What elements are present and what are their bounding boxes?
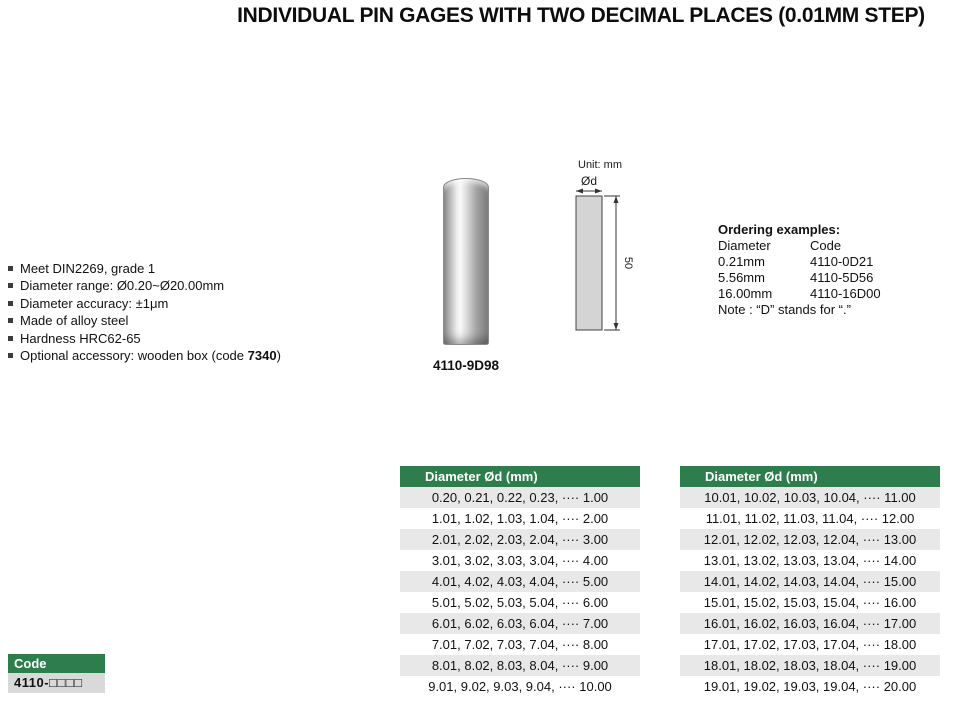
product-code: 4110-9D98 (432, 358, 500, 373)
ordering-diameter: 16.00mm (718, 286, 773, 301)
diameter-table-1 (400, 466, 640, 697)
feature-list (8, 260, 348, 364)
height-dimension-label: 50 (622, 256, 634, 270)
ordering-note: Note : “D” stands for “.” (718, 302, 851, 317)
table-row: 7.01, 7.02, 7.03, 7.04, ···· 8.00 (400, 634, 640, 655)
feature-item (8, 277, 348, 294)
bullet-icon (8, 336, 13, 341)
bullet-icon (8, 353, 13, 358)
code-box-value: 4110-□□□□ (8, 673, 105, 693)
feature-accessory-code: 7340 (247, 348, 277, 364)
table-row: 10.01, 10.02, 10.03, 10.04, ···· 11.00 (680, 487, 940, 508)
code-box (8, 654, 105, 693)
feature-text-suffix: ) (276, 348, 281, 364)
pin-gage-image (443, 178, 489, 345)
ordering-code: 4110-5D56 (810, 270, 874, 285)
ordering-col-diameter: Diameter (718, 238, 771, 253)
table-row: 16.01, 16.02, 16.03, 16.04, ···· 17.00 (680, 613, 940, 634)
table-row: 3.01, 3.02, 3.03, 3.04, ···· 4.00 (400, 550, 640, 571)
bullet-icon (8, 266, 13, 271)
table-row: 15.01, 15.02, 15.03, 15.04, ···· 16.00 (680, 592, 940, 613)
page-title: INDIVIDUAL PIN GAGES WITH TWO DECIMAL PLACES (0.01MM STEP) (237, 4, 925, 27)
table-header: Diameter Ød (mm) (400, 466, 640, 487)
arrow-left-icon (576, 189, 583, 194)
code-box-header: Code (8, 654, 105, 673)
pin-drawing-rect (576, 196, 602, 330)
table-row: 8.01, 8.02, 8.03, 8.04, ···· 9.00 (400, 655, 640, 676)
arrow-up-icon (614, 196, 619, 203)
table-header: Diameter Ød (mm) (680, 466, 940, 487)
bullet-icon (8, 318, 13, 323)
feature-text (20, 347, 281, 364)
diameter-dimension-label: Ød (581, 174, 598, 188)
unit-label: Unit: mm (578, 159, 622, 171)
feature-item (8, 330, 348, 347)
ordering-col-code: Code (810, 238, 842, 253)
feature-text: Diameter accuracy: ±1μm (20, 295, 169, 311)
ordering-code: 4110-16D00 (810, 286, 881, 301)
ordering-diameter: 0.21mm (718, 254, 765, 269)
feature-item (8, 312, 348, 329)
bullet-icon (8, 283, 13, 288)
feature-item (8, 260, 348, 277)
ordering-examples (718, 222, 958, 318)
dimension-drawing (566, 156, 646, 348)
table-row: 12.01, 12.02, 12.03, 12.04, ···· 13.00 (680, 529, 940, 550)
arrow-down-icon (614, 323, 619, 330)
feature-text: Made of alloy steel (20, 313, 129, 329)
feature-text: Hardness HRC62-65 (20, 330, 141, 346)
table-row: 13.01, 13.02, 13.03, 13.04, ···· 14.00 (680, 550, 940, 571)
bullet-icon (8, 301, 13, 306)
table-row: 0.20, 0.21, 0.22, 0.23, ···· 1.00 (400, 487, 640, 508)
ordering-code: 4110-0D21 (810, 254, 874, 269)
ordering-diameter: 5.56mm (718, 270, 765, 285)
feature-item (8, 347, 348, 364)
table-row: 4.01, 4.02, 4.03, 4.04, ···· 5.00 (400, 571, 640, 592)
table-row: 9.01, 9.02, 9.03, 9.04, ···· 10.00 (400, 676, 640, 697)
table-row: 5.01, 5.02, 5.03, 5.04, ···· 6.00 (400, 592, 640, 613)
table-row: 6.01, 6.02, 6.03, 6.04, ···· 7.00 (400, 613, 640, 634)
feature-text: Diameter range: Ø0.20~Ø20.00mm (20, 278, 225, 294)
table-row: 19.01, 19.02, 19.03, 19.04, ···· 20.00 (680, 676, 940, 697)
table-row: 14.01, 14.02, 14.03, 14.04, ···· 15.00 (680, 571, 940, 592)
ordering-table (718, 238, 958, 302)
ordering-title: Ordering examples: (718, 222, 841, 237)
feature-text-prefix: Optional accessory: wooden box (code (20, 348, 248, 364)
feature-text: Meet DIN2269, grade 1 (20, 261, 156, 276)
feature-item (8, 295, 348, 312)
table-row: 1.01, 1.02, 1.03, 1.04, ···· 2.00 (400, 508, 640, 529)
table-row: 17.01, 17.02, 17.03, 17.04, ···· 18.00 (680, 634, 940, 655)
table-row: 2.01, 2.02, 2.03, 2.04, ···· 3.00 (400, 529, 640, 550)
arrow-right-icon (595, 189, 602, 194)
table-row: 18.01, 18.02, 18.03, 18.04, ···· 19.00 (680, 655, 940, 676)
table-row: 11.01, 11.02, 11.03, 11.04, ···· 12.00 (680, 508, 940, 529)
diameter-table-2 (680, 466, 940, 697)
product-photo (403, 178, 529, 373)
